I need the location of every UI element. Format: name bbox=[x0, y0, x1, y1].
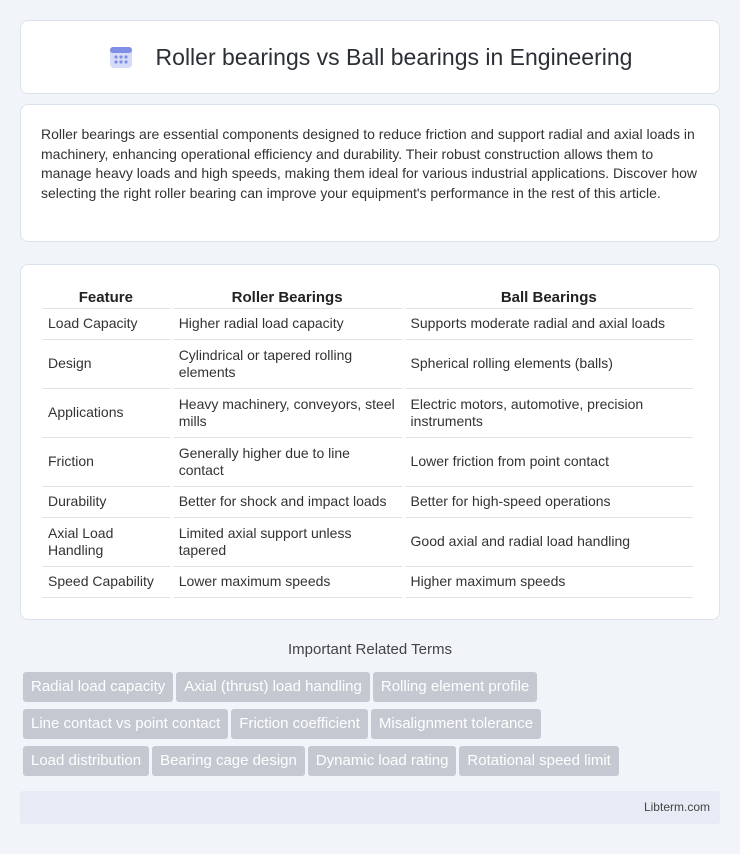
table-cell: Load Capacity bbox=[42, 309, 170, 340]
page-title: Roller bearings vs Ball bearings in Engineering bbox=[155, 43, 633, 70]
comparison-table-card bbox=[20, 264, 720, 620]
table-cell: Durability bbox=[42, 487, 170, 518]
related-term-tag[interactable]: Rolling element profile bbox=[373, 672, 537, 702]
table-row bbox=[42, 340, 693, 389]
footer-site-link[interactable]: Libterm.com bbox=[643, 800, 710, 814]
related-term-tag[interactable]: Line contact vs point contact bbox=[23, 709, 228, 739]
table-row bbox=[42, 309, 693, 340]
table-cell: Generally higher due to line contact bbox=[173, 438, 402, 487]
table-cell: Good axial and radial load handling bbox=[405, 518, 693, 567]
table-cell: Limited axial support unless tapered bbox=[173, 518, 402, 567]
related-term-tag[interactable]: Rotational speed limit bbox=[459, 746, 618, 776]
table-cell: Heavy machinery, conveyors, steel mills bbox=[173, 389, 402, 438]
table-row bbox=[42, 518, 693, 567]
table-row bbox=[42, 567, 693, 598]
related-term-tag[interactable]: Load distribution bbox=[23, 746, 149, 776]
table-cell: Higher radial load capacity bbox=[173, 309, 402, 340]
header-card bbox=[20, 20, 720, 94]
related-term-tag[interactable]: Bearing cage design bbox=[152, 746, 305, 776]
comparison-table bbox=[39, 287, 696, 598]
table-cell: Cylindrical or tapered rolling elements bbox=[173, 340, 402, 389]
related-term-tag[interactable]: Dynamic load rating bbox=[308, 746, 457, 776]
table-cell: Electric motors, automotive, precision instruments bbox=[405, 389, 693, 438]
related-terms-title: Important Related Terms bbox=[288, 641, 452, 658]
related-terms-list bbox=[23, 672, 713, 783]
table-row bbox=[42, 487, 693, 518]
table-row bbox=[42, 438, 693, 487]
related-term-tag[interactable]: Axial (thrust) load handling bbox=[176, 672, 370, 702]
intro-text: Roller bearings are essential components designed to reduce friction and support radial and axial loads in machinery, enhancing operational efficiency and durability. Their robust construction allows them to manage heavy loads and high speeds, making them ideal for various industrial applications. Discover how selecting the right roller bearing can improve your equipment's performance in the rest of this article. bbox=[41, 126, 698, 201]
table-cell: Lower maximum speeds bbox=[173, 567, 402, 598]
table-cell: Supports moderate radial and axial loads bbox=[405, 309, 693, 340]
related-term-tag[interactable]: Radial load capacity bbox=[23, 672, 173, 702]
table-cell: Speed Capability bbox=[42, 567, 170, 598]
table-header-roller: Roller Bearings bbox=[173, 287, 402, 309]
table-cell: Better for high-speed operations bbox=[405, 487, 693, 518]
table-cell: Higher maximum speeds bbox=[405, 567, 693, 598]
table-cell: Friction bbox=[42, 438, 170, 487]
related-term-tag[interactable]: Misalignment tolerance bbox=[371, 709, 541, 739]
table-cell: Design bbox=[42, 340, 170, 389]
calendar-icon bbox=[108, 44, 134, 70]
table-cell: Lower friction from point contact bbox=[405, 438, 693, 487]
related-term-tag[interactable]: Friction coefficient bbox=[231, 709, 368, 739]
table-header-feature: Feature bbox=[42, 287, 170, 309]
intro-card bbox=[20, 104, 720, 242]
footer bbox=[20, 791, 720, 824]
table-cell: Spherical rolling elements (balls) bbox=[405, 340, 693, 389]
table-cell: Axial Load Handling bbox=[42, 518, 170, 567]
table-cell: Better for shock and impact loads bbox=[173, 487, 402, 518]
table-cell: Applications bbox=[42, 389, 170, 438]
table-header-ball: Ball Bearings bbox=[405, 287, 693, 309]
table-row bbox=[42, 389, 693, 438]
